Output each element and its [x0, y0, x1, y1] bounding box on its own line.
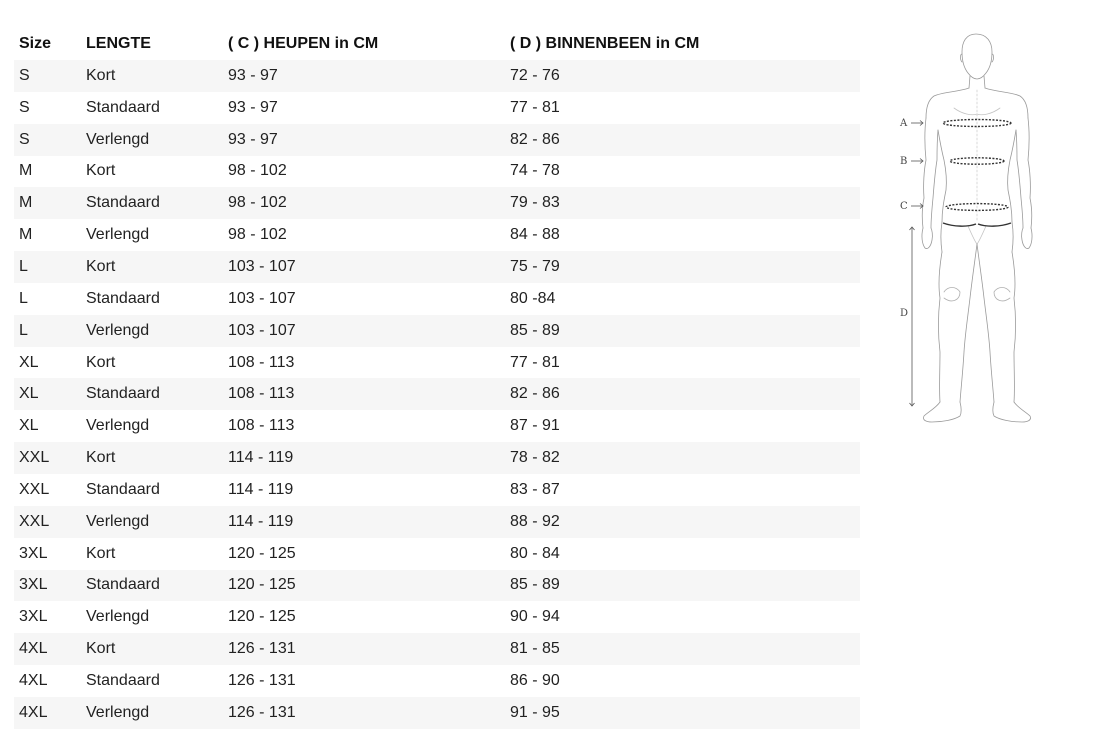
table-row: [14, 538, 860, 570]
cell-length: Kort: [86, 544, 116, 562]
table-header: [14, 28, 860, 60]
cell-length: Kort: [81, 251, 223, 283]
measure-label-a: A: [900, 118, 908, 129]
cell-hips: 108 - 113: [223, 378, 505, 410]
cell-hips: 98 - 102: [223, 187, 505, 219]
cell-inseam: 90 - 94: [510, 608, 560, 626]
table-row: [14, 378, 860, 410]
cell-inseam: 83 - 87: [510, 480, 560, 498]
cell-hips: 103 - 107: [228, 289, 296, 307]
table-row: [14, 410, 860, 442]
cell-length: Verlengd: [86, 226, 150, 244]
cell-length: Verlengd: [81, 506, 223, 538]
cell-inseam: 75 - 79: [505, 251, 860, 283]
header-row: [14, 28, 860, 60]
cell-size: S: [19, 98, 30, 116]
cell-length: Verlengd: [86, 417, 150, 435]
table-row: [14, 251, 860, 283]
cell-length: Kort: [81, 442, 223, 474]
cell-size: 4XL: [14, 633, 81, 665]
cell-inseam: 78 - 82: [505, 442, 860, 474]
cell-inseam: 80 - 84: [510, 544, 560, 562]
body-measurement-figure: [892, 30, 1042, 425]
cell-length: Kort: [86, 162, 116, 180]
table-row: [14, 92, 860, 124]
cell-hips: 98 - 102: [228, 162, 287, 180]
cell-size: L: [14, 251, 81, 283]
table-row: [14, 601, 860, 633]
cell-length: Kort: [81, 60, 223, 92]
cell-inseam: 91 - 95: [505, 697, 860, 729]
header-size: Size: [19, 35, 52, 52]
table-row: [14, 347, 860, 379]
cell-hips: 93 - 97: [228, 98, 278, 116]
cell-hips: 126 - 131: [228, 671, 296, 689]
cell-hips: 120 - 125: [223, 570, 505, 602]
cell-inseam: 82 - 86: [505, 378, 860, 410]
cell-size: L: [14, 315, 81, 347]
measure-label-c: C: [900, 201, 908, 212]
cell-inseam: 77 - 81: [510, 353, 560, 371]
table-row: [14, 219, 860, 251]
cell-inseam: 88 - 92: [505, 506, 860, 538]
cell-size: S: [14, 60, 81, 92]
cell-size: XXL: [19, 480, 50, 498]
cell-size: XXL: [14, 506, 81, 538]
cell-size: S: [14, 124, 81, 156]
table-row: [14, 570, 860, 602]
cell-hips: 98 - 102: [228, 226, 287, 244]
cell-size: XL: [19, 353, 39, 371]
cell-length: Standaard: [86, 289, 160, 307]
cell-size: M: [14, 187, 81, 219]
cell-size: M: [19, 162, 33, 180]
cell-length: Verlengd: [86, 608, 150, 626]
cell-inseam: 85 - 89: [505, 315, 860, 347]
cell-size: L: [19, 289, 28, 307]
cell-size: 3XL: [14, 570, 81, 602]
table-row: [14, 665, 860, 697]
cell-inseam: 82 - 86: [505, 124, 860, 156]
measure-label-d: D: [900, 308, 909, 319]
cell-inseam: 87 - 91: [510, 417, 560, 435]
table-row: [14, 156, 860, 188]
cell-hips: 103 - 107: [223, 251, 505, 283]
cell-hips: 120 - 125: [228, 544, 296, 562]
cell-hips: 120 - 125: [228, 608, 296, 626]
cell-length: Standaard: [81, 187, 223, 219]
header-length: LENGTE: [86, 35, 151, 52]
table-row: [14, 697, 860, 729]
table-row: [14, 506, 860, 538]
body-measurement-figure-icon: [892, 30, 1042, 425]
cell-inseam: 80 -84: [510, 289, 556, 307]
table-row: [14, 474, 860, 506]
cell-hips: 93 - 97: [223, 60, 505, 92]
cell-length: Kort: [86, 353, 116, 371]
cell-length: Standaard: [81, 378, 223, 410]
cell-hips: 114 - 119: [228, 480, 294, 498]
cell-length: Standaard: [81, 570, 223, 602]
cell-size: XL: [14, 378, 81, 410]
cell-hips: 114 - 119: [223, 442, 505, 474]
cell-length: Kort: [81, 633, 223, 665]
cell-inseam: 81 - 85: [505, 633, 860, 665]
table-row: [14, 315, 860, 347]
cell-size: 4XL: [19, 671, 48, 689]
cell-length: Standaard: [86, 671, 160, 689]
cell-inseam: 86 - 90: [510, 671, 560, 689]
cell-hips: 114 - 119: [223, 506, 505, 538]
cell-hips: 108 - 113: [228, 417, 295, 435]
header-inseam: ( D ) BINNENBEEN in CM: [510, 35, 700, 52]
cell-inseam: 85 - 89: [505, 570, 860, 602]
cell-length: Standaard: [86, 480, 160, 498]
cell-size: 3XL: [19, 608, 48, 626]
header-hips: ( C ) HEUPEN in CM: [228, 35, 379, 52]
table-row: [14, 283, 860, 315]
cell-hips: 93 - 97: [223, 124, 505, 156]
cell-size: 3XL: [19, 544, 48, 562]
cell-length: Verlengd: [81, 315, 223, 347]
size-chart-table: [14, 28, 860, 729]
cell-inseam: 77 - 81: [510, 98, 560, 116]
table-row: [14, 60, 860, 92]
cell-inseam: 84 - 88: [510, 226, 560, 244]
table-row: [14, 633, 860, 665]
table-body: [14, 60, 860, 729]
table-row: [14, 442, 860, 474]
cell-size: 4XL: [14, 697, 81, 729]
cell-size: XL: [19, 417, 39, 435]
cell-size: M: [19, 226, 33, 244]
cell-inseam: 74 - 78: [510, 162, 560, 180]
cell-hips: 126 - 131: [223, 697, 505, 729]
measure-label-b: B: [900, 156, 908, 167]
cell-hips: 108 - 113: [228, 353, 295, 371]
table-row: [14, 124, 860, 156]
cell-inseam: 72 - 76: [505, 60, 860, 92]
cell-hips: 126 - 131: [223, 633, 505, 665]
cell-inseam: 79 - 83: [505, 187, 860, 219]
cell-size: XXL: [14, 442, 81, 474]
table-row: [14, 187, 860, 219]
cell-hips: 103 - 107: [223, 315, 505, 347]
cell-length: Standaard: [86, 98, 160, 116]
cell-length: Verlengd: [81, 124, 223, 156]
cell-length: Verlengd: [81, 697, 223, 729]
